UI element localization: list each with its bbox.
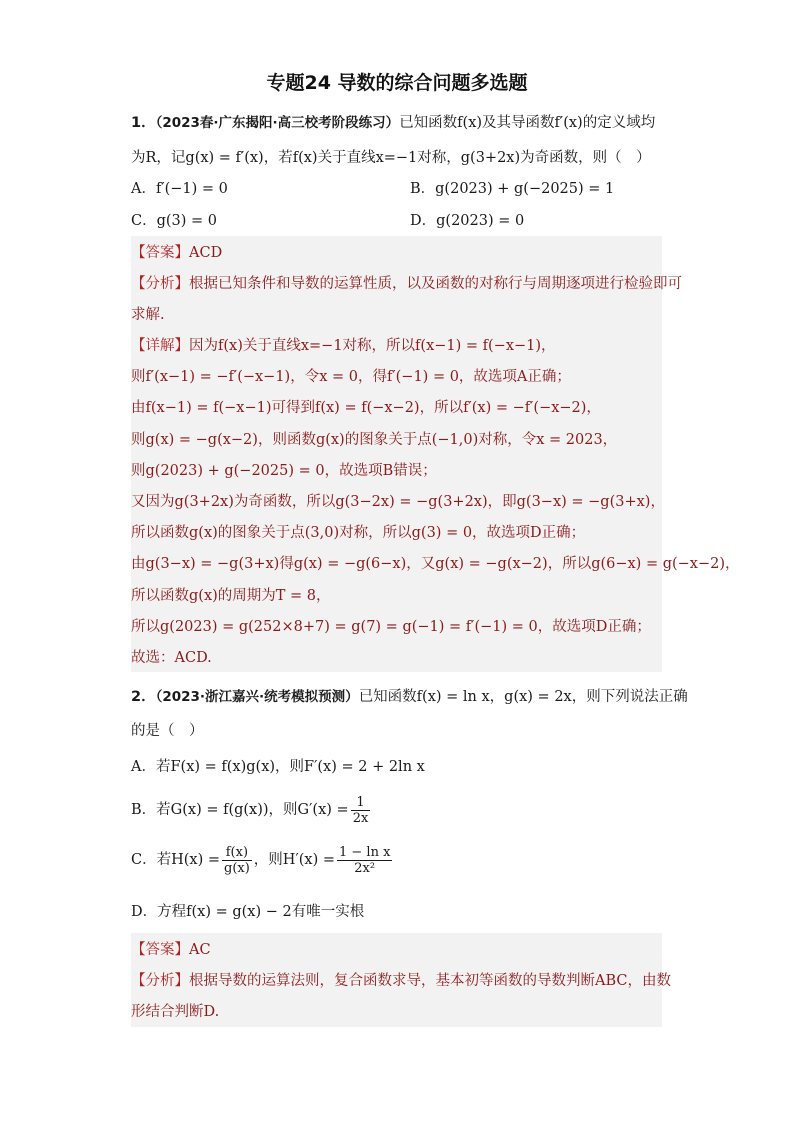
q1-solution-block [131, 236, 740, 672]
q2-option-a: A．若F(x) = f(x)g(x)，则F′(x) = 2 + 2ln x [131, 759, 425, 775]
q1-detail-line-3: 由f(x−1) = f(−x−1)可得到f(x) = f(−x−2)，所以f′(x) = −f′(−x−2)， [131, 398, 662, 418]
q1-stem-line-1 [131, 113, 662, 133]
q1-option-c: C．g(3) = 0 [131, 213, 218, 229]
q2-option-b-numerator: 1 [351, 795, 371, 811]
q1-detail-line-4: 则g(x) = −g(x−2)，则函数g(x)的图象关于点(−1,0)对称，令x = 2023， [131, 430, 662, 450]
q2-stem-text-1: 已知函数f(x) = ln x，g(x) = 2x，则下列说法正确 [358, 689, 688, 705]
q1-detail-line-1 [131, 336, 662, 356]
q2-option-c-denominator-1: g(x) [224, 860, 250, 876]
q1-detail-line-6: 又因为g(3+2x)为奇函数，所以g(3−2x) = −g(3+2x)，即g(3−x) = −g(3+x)， [131, 494, 665, 510]
q2-answer-tag: 【答案】 [131, 942, 189, 958]
q1-detail-text-1: 因为f(x)关于直线x=−1对称，所以f(x−1) = f(−x−1)， [189, 338, 556, 354]
q2-option-c-numerator-2: 1 − ln x [338, 844, 391, 860]
q2-stem-line-1 [131, 687, 688, 707]
q2-analysis-line-1 [131, 971, 671, 991]
q1-option-b: B．g(2023) + g(−2025) = 1 [410, 181, 615, 197]
q1-analysis-tag: 【分析】 [131, 276, 189, 292]
q1-analysis-line-2: 求解. [131, 305, 662, 325]
q2-option-c [131, 844, 394, 876]
q2-source: （2023·浙江嘉兴·统考模拟预测） [155, 689, 359, 705]
q1-analysis-text-1: 根据已知条件和导数的运算性质，以及函数的对称行与周期逐项进行检验即可 [189, 276, 682, 292]
q2-answer [131, 940, 662, 960]
q2-option-c-numerator-1: f(x) [222, 845, 252, 861]
q2-option-d: D．方程f(x) = g(x) − 2有唯一实根 [131, 904, 365, 920]
q1-stem-line-2: 为R，记g(x) = f′(x)，若f(x)关于直线x=−1对称，g(3+2x)为奇函数，则（ ） [131, 150, 651, 166]
q1-answer [131, 243, 662, 263]
q2-option-b-denominator: 2x [352, 810, 369, 826]
q1-answer-value: ACD [189, 245, 223, 261]
q2-option-c-text-2: ，则H′(x) = [253, 852, 335, 868]
q1-detail-line-9: 所以函数g(x)的周期为T = 8， [131, 586, 662, 606]
q1-detail-line-8: 由g(3−x) = −g(3+x)得g(x) = −g(6−x)，又g(x) = −g(x−2)，所以g(6−x) = g(−x−2)， [131, 556, 740, 572]
q2-option-c-fraction-1 [222, 845, 252, 876]
q2-option-c-text-1: C．若H(x) = [131, 852, 220, 868]
q1-option-a: A．f′(−1) = 0 [131, 181, 228, 197]
q2-option-b-fraction [351, 795, 371, 826]
q1-number: 1． [131, 115, 156, 131]
q2-answer-value: AC [189, 942, 211, 958]
q2-analysis-tag: 【分析】 [131, 973, 189, 989]
q1-detail-line-11: 故选：ACD. [131, 648, 662, 668]
q2-option-b-text: B．若G(x) = f(g(x))，则G′(x) = [131, 802, 349, 818]
q2-option-b [131, 794, 372, 826]
q1-detail-line-7: 所以函数g(x)的图象关于点(3,0)对称，所以g(3) = 0，故选项D正确； [131, 523, 662, 543]
q2-option-c-fraction-2 [337, 845, 392, 876]
q1-detail-line-2: 则f′(x−1) = −f′(−x−1)，令x = 0，得f′(−1) = 0，故选项A正确； [131, 367, 662, 387]
q2-stem-line-2: 的是（ ） [131, 723, 204, 739]
q1-source: （2023春·广东揭阳·高三校考阶段练习） [155, 115, 400, 131]
q1-analysis-line-1 [131, 274, 682, 294]
q1-option-d: D．g(2023) = 0 [410, 213, 525, 229]
q2-number: 2． [131, 689, 156, 705]
q1-stem-text-1: 已知函数f(x)及其导函数f′(x)的定义域均 [399, 115, 656, 131]
q1-detail-line-5: 则g(2023) + g(−2025) = 0，故选项B错误； [131, 461, 662, 481]
q1-detail-line-10: 所以g(2023) = g(252×8+7) = g(7) = g(−1) = f′(−1) = 0，故选项D正确； [131, 617, 662, 637]
q2-analysis-line-2: 形结合判断D. [131, 1002, 662, 1022]
q2-analysis-text-1: 根据导数的运算法则，复合函数求导，基本初等函数的导数判断ABC，由数 [189, 973, 671, 989]
q1-answer-tag: 【答案】 [131, 245, 189, 261]
page-title: 专题24 导数的综合问题多选题 [266, 72, 528, 94]
q2-option-c-denominator-2: 2x² [354, 860, 376, 876]
q1-detail-tag: 【详解】 [131, 338, 189, 354]
